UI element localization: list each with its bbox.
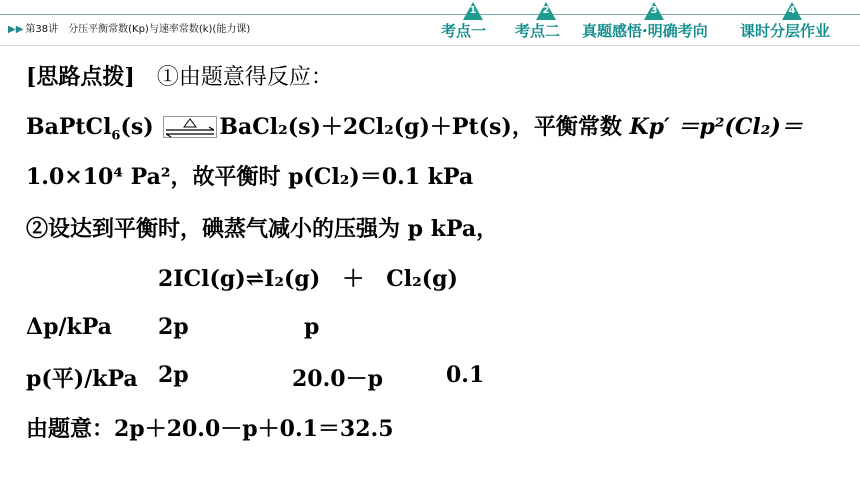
section-intro <box>26 60 333 91</box>
tab-kaodian-1[interactable]: 考点一 <box>441 22 487 40</box>
nav-marker-4-icon <box>781 1 803 21</box>
reaction1-line <box>26 110 803 143</box>
tab-homework[interactable]: 课时分层作业 <box>740 22 831 40</box>
nav-number-4: 4 <box>788 5 796 16</box>
heat-equilibrium-arrow-icon <box>163 116 217 136</box>
row-eq-label: p(平)/kPa <box>26 366 138 392</box>
reaction2-line: 2ICl(g)⇌I₂(g) ＋ Cl₂(g) <box>158 266 458 292</box>
row-delta-label: Δp/kPa <box>26 314 112 340</box>
tab-zhenti[interactable]: 真题感悟·明确考向 <box>582 22 708 40</box>
play-arrows-icon: ▶▶ <box>8 24 24 35</box>
conclusion-line: 由题意：2p＋20.0－p＋0.1＝32.5 <box>26 416 394 442</box>
row-delta-c1: 2p <box>158 314 189 340</box>
header-bar <box>0 0 860 46</box>
row-eq-c1: 2p <box>158 362 189 388</box>
header-top-line <box>0 14 860 15</box>
nav-marker-3-icon <box>643 1 665 21</box>
row-eq-c2: 20.0－p <box>292 366 383 392</box>
reaction1-reactant: BaPtCl <box>26 114 112 140</box>
reaction1-reactant-sub: 6 <box>111 128 121 144</box>
reaction1-products: BaCl₂(s)＋2Cl₂(g)＋Pt(s)，平衡常数 <box>219 114 622 140</box>
reaction1-kp: Kp′ ＝p²(Cl₂)＝ <box>629 114 803 140</box>
row-eq-c3: 0.1 <box>446 362 485 388</box>
nav-marker-2-icon <box>535 1 557 21</box>
line3: 1.0×10⁴ Pa²，故平衡时 p(Cl₂)＝0.1 kPa <box>26 164 474 190</box>
nav-number-1: 1 <box>469 5 477 16</box>
nav-number-3: 3 <box>650 5 658 16</box>
lecture-title-text: 第38讲 分压平衡常数(Kp)与速率常数(k)(能力课) <box>25 24 251 35</box>
nav-marker-1-icon <box>462 1 484 21</box>
tab-kaodian-2[interactable]: 考点二 <box>515 22 561 40</box>
header-bottom-line <box>0 45 860 46</box>
step2-line: ②设达到平衡时，碘蒸气减小的压强为 p kPa， <box>26 216 499 242</box>
nav-number-2: 2 <box>542 5 550 16</box>
step1-intro: ①由题意得反应： <box>156 65 333 90</box>
section-label: [思路点拨] <box>26 64 135 90</box>
reaction1-reactant-state: (s) <box>120 114 154 140</box>
lecture-title <box>8 20 250 35</box>
row-delta-c2: p <box>304 314 320 340</box>
